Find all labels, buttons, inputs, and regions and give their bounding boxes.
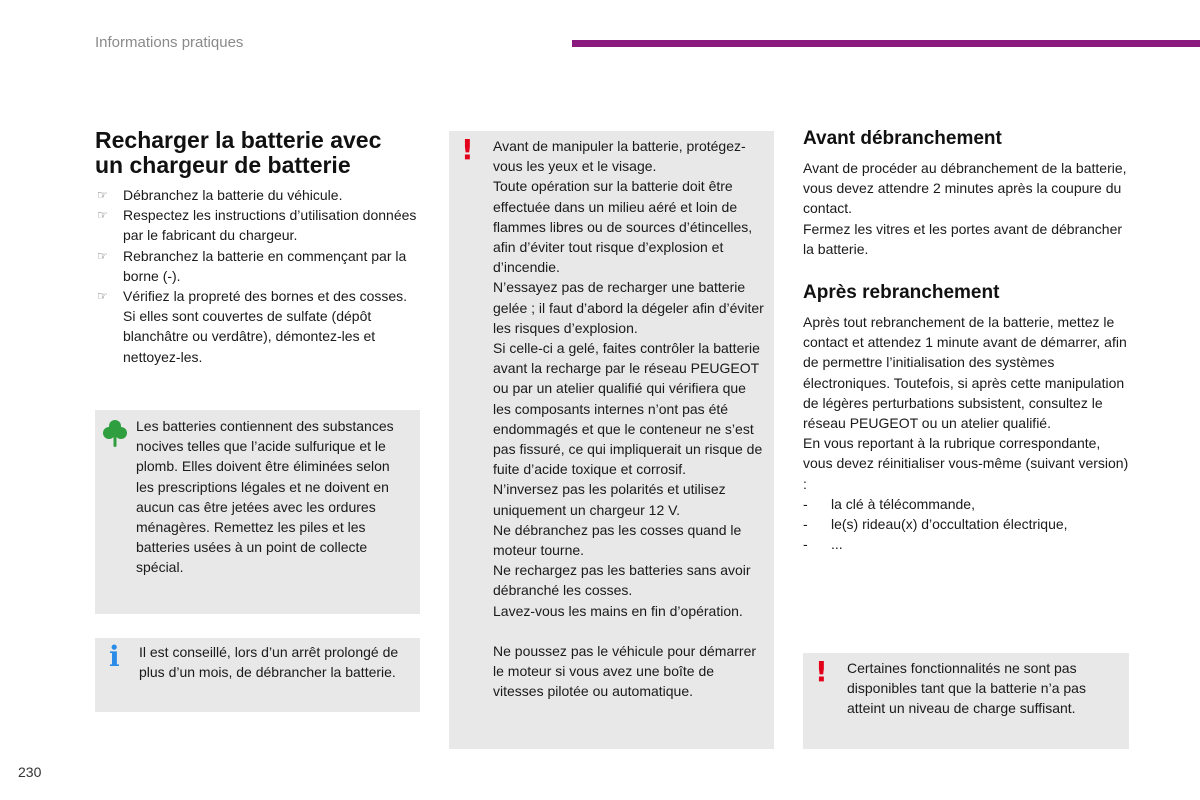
list-item: ☞ Vérifiez la propreté des bornes et des cosses. Si elles sont couvertes de sulfate (dépôt blanchâtre ou verdâtre), démontez-les et nettoyez-les. xyxy=(97,288,408,365)
leaf-icon xyxy=(102,418,128,448)
pointing-hand-icon: ☞ xyxy=(97,188,108,202)
warning-paragraph: Toute opération sur la batterie doit être effectuée dans un milieu aéré et loin de flammes libres ou de sources d’étincelles, afin d’éviter tout risque d’explosion et d’incendie. xyxy=(493,178,753,276)
list-item: ☞ Rebranchez la batterie en commençant par la borne (-). xyxy=(97,247,407,284)
battery-warning-box xyxy=(449,131,774,749)
dash-bullet: - xyxy=(803,516,808,533)
section-title: Informations pratiques xyxy=(95,34,244,51)
list-item: - ... xyxy=(803,534,1130,554)
list-item: - la clé à télécommande, xyxy=(803,494,1130,514)
dash-bullet: - xyxy=(803,495,808,512)
info-note-text: Il est conseillé, lors d’un arrêt prolongé de plus d’un mois, de débrancher la batterie. xyxy=(139,644,399,681)
pointing-hand-icon: ☞ xyxy=(97,248,108,263)
list-item: ☞ Respectez les instructions d’utilisation données par le fabricant du chargeur. xyxy=(97,207,417,244)
warning-paragraph: N’inversez pas les polarités et utilisez uniquement un chargeur 12 V. xyxy=(493,481,726,518)
info-note-box xyxy=(95,638,420,712)
main-title-line-1: Recharger la batterie avec xyxy=(95,127,382,153)
left-column xyxy=(95,128,420,367)
environment-note-text: Les batteries contiennent des substances nocives telles que l’acide sulfurique et le plomb. Elles doivent être éliminées selon les prescriptions légales et ne doivent en aucun cas être jetées avec les ordures ménagères. Remettez les piles et les batteries usées à un point de collecte spécial. xyxy=(136,418,394,576)
page-number: 230 xyxy=(18,764,42,780)
warning-paragraph: Avant de manipuler la batterie, protégez-vous les yeux et le visage. xyxy=(493,138,746,175)
main-title xyxy=(95,128,420,178)
charge-level-warning-text: Certaines fonctionnalités ne sont pas disponibles tant que la batterie n’a pas atteint un niveau de charge suffisant. xyxy=(847,660,1086,717)
charging-steps-list xyxy=(95,185,420,367)
list-item: ☞ Débranchez la batterie du véhicule. xyxy=(95,185,420,205)
warning-icon: ! xyxy=(815,655,828,688)
warning-paragraph: N’essayez pas de recharger une batterie gelée ; il faut d’abord la dégeler afin d’éviter les risques d’explosion. xyxy=(493,279,764,336)
pointing-hand-icon: ☞ xyxy=(97,208,108,223)
list-item: - le(s) rideau(x) d’occultation électrique, xyxy=(803,514,1130,534)
before-disconnect-title: Avant débranchement xyxy=(803,128,1002,149)
after-reconnect-text: Après tout rebranchement de la batterie, mettez le contact et attendez 1 minute avant de démarrer, afin de permettre l’initialisation des systèmes électroniques. Toutefois, si après cette manipulation de légères perturbations subsistent, consultez le réseau PEUGEOT ou un atelier qualifié. En vous reportant à la rubrique correspondante, vous devez réinitialiser vous-même (suivant version) : xyxy=(803,314,1129,492)
warning-paragraph: Ne rechargez pas les batteries sans avoir débranché les cosses. xyxy=(493,562,751,599)
right-column xyxy=(803,128,1130,554)
header-accent-bar xyxy=(572,40,1200,47)
warning-paragraph: Si celle-ci a gelé, faites contrôler la batterie avant la recharge par le réseau PEUGEOT ou par un atelier qualifié qui vérifiera que les composants internes n’ont pas été endommagés et que le conteneur ne s’est pas fissuré, ce qui impliquerait un risque de fuite d’acide toxique et corrosif. xyxy=(493,340,763,478)
info-icon: i xyxy=(109,640,120,673)
main-title-line-2: un chargeur de batterie xyxy=(95,152,351,178)
dash-bullet: - xyxy=(803,536,808,553)
reset-items-list xyxy=(803,494,1130,555)
warning-icon: ! xyxy=(461,133,474,166)
after-reconnect-title: Après rebranchement xyxy=(803,282,1000,304)
before-disconnect-text: Avant de procéder au débranchement de la batterie, vous devez attendre 2 minutes après la coupure du contact. Fermez les vitres et les portes avant de débrancher la batterie. xyxy=(803,160,1127,257)
warning-final-paragraph: Ne poussez pas le véhicule pour démarrer le moteur si vous avez une boîte de vitesses pilotée ou automatique. xyxy=(493,642,757,700)
warning-paragraph: Lavez-vous les mains en fin d’opération. xyxy=(493,602,743,619)
pointing-hand-icon: ☞ xyxy=(97,289,108,304)
warning-paragraph: Ne débranchez pas les cosses quand le moteur tourne. xyxy=(493,521,742,559)
charge-level-warning-box xyxy=(803,653,1129,749)
battery-warning-text xyxy=(493,136,766,701)
environment-note-box xyxy=(95,410,420,614)
